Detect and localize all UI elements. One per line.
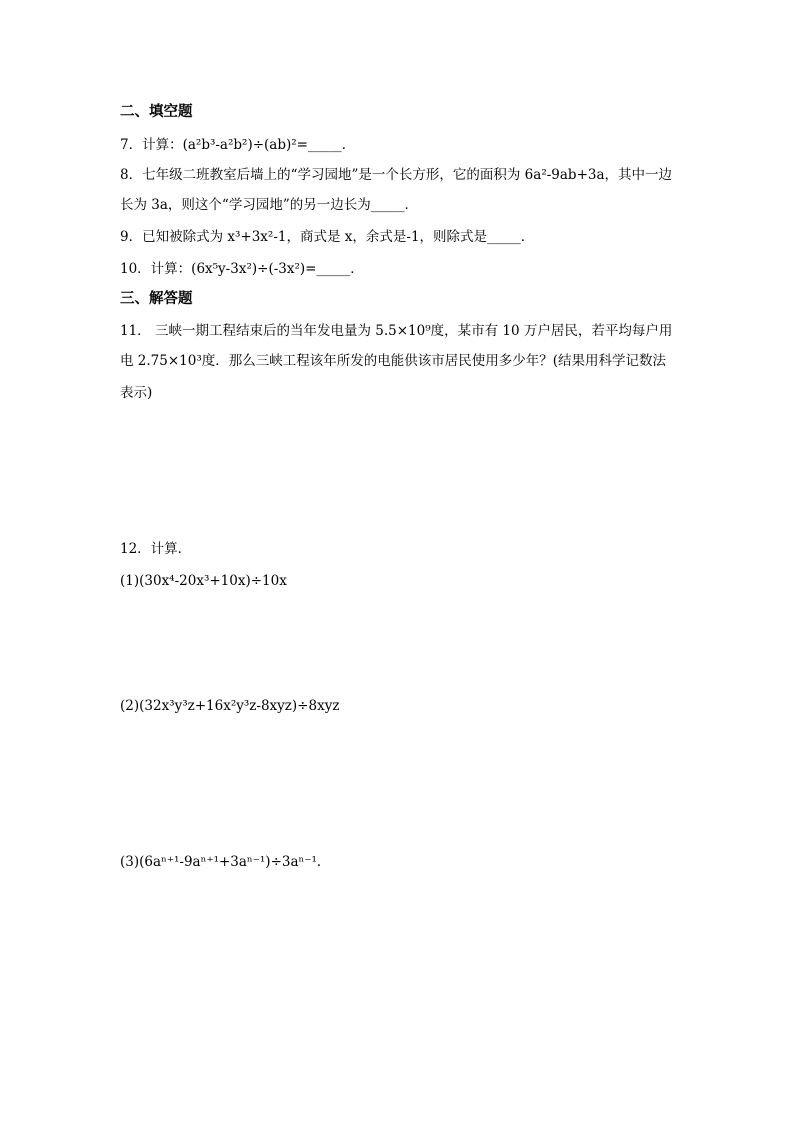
question-12-part-1: (1)(30x⁴-20x³+10x)÷10x	[120, 573, 287, 589]
question-7: 7．计算：(a²b³-a²b²)÷(ab)²=_____．	[120, 137, 356, 153]
question-10: 10．计算：(6x⁵y-3x²)÷(-3x²)=_____．	[120, 261, 364, 277]
question-11-line-3: 表示)	[120, 385, 153, 401]
section-title-fill-in: 二、填空题	[120, 103, 193, 120]
question-11-line-2: 电 2.75×10³度．那么三峡工程该年所发的电能供该市居民使用多少年？(结果用科学记数法	[120, 353, 667, 369]
question-12-part-3: (3)(6aⁿ⁺¹-9aⁿ⁺¹+3aⁿ⁻¹)÷3aⁿ⁻¹．	[120, 854, 331, 870]
question-12-part-2: (2)(32x³y³z+16x²y³z-8xyz)÷8xyz	[120, 698, 340, 714]
section-title-answer: 三、解答题	[120, 290, 193, 307]
question-11-line-1: 11． 三峡一期工程结束后的当年发电量为 5.5×10⁹度，某市有 10 万户居民，若平均每户用	[120, 323, 673, 339]
question-8-line-2: 长为 3a，则这个“学习园地”的另一边长为_____．	[120, 197, 418, 213]
question-12-title: 12．计算．	[120, 541, 192, 557]
question-8-line-1: 8．七年级二班教室后墙上的“学习园地”是一个长方形，它的面积为 6a²-9ab+3a，其中一边	[120, 167, 673, 183]
question-9: 9．已知被除式为 x³+3x²-1，商式是 x，余式是-1，则除式是_____．	[120, 229, 535, 245]
